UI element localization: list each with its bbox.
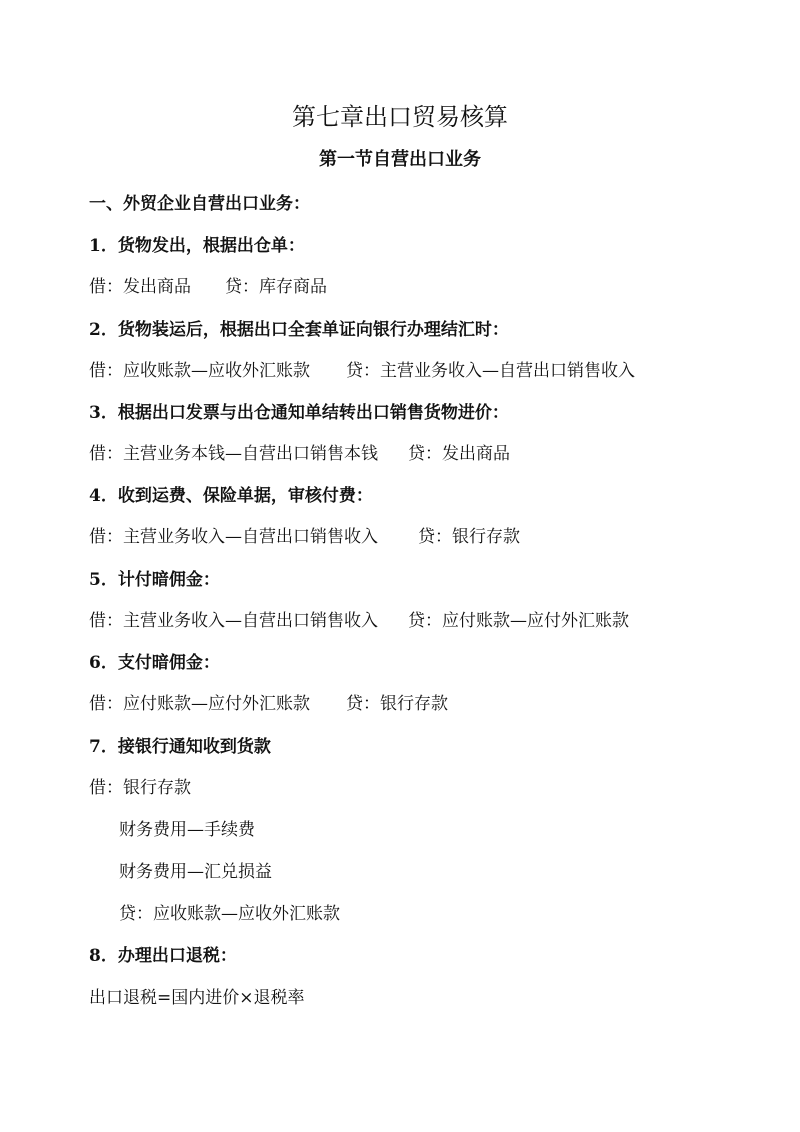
step-heading-7: 7．接银行通知收到货款 [89, 737, 271, 757]
journal-entry-5 [89, 608, 629, 634]
debit-entry: 借：主营业务收入—自营出口销售收入 [89, 611, 378, 631]
journal-entry-6 [89, 691, 448, 717]
journal-entry-2 [89, 358, 635, 384]
section-subtitle: 第一节自营出口业务 [319, 149, 481, 170]
step-heading-2: 2．货物装运后，根据出口全套单证向银行办理结汇时： [89, 320, 509, 340]
credit-entry: 贷：库存商品 [225, 277, 327, 297]
credit-entry: 贷：主营业务收入—自营出口销售收入 [346, 361, 635, 381]
debit-entry: 借：主营业务收入—自营出口销售收入 [89, 527, 378, 547]
debit-entry-extra-2: 财务费用—汇兑损益 [119, 862, 272, 882]
credit-entry: 贷：银行存款 [346, 694, 448, 714]
step-heading-8: 8．办理出口退税： [89, 946, 237, 966]
journal-entry-4 [89, 524, 520, 550]
credit-entry: 贷：发出商品 [408, 444, 510, 464]
debit-entry: 借：主营业务本钱—自营出口销售本钱 [89, 444, 378, 464]
debit-entry: 借：应付账款—应付外汇账款 [89, 694, 310, 714]
debit-entry: 借：发出商品 [89, 277, 191, 297]
debit-entry-extra-1: 财务费用—手续费 [119, 820, 255, 840]
formula-line: 出口退税=国内进价×退税率 [89, 988, 305, 1008]
credit-entry: 贷：银行存款 [418, 527, 520, 547]
journal-entry-1 [89, 274, 327, 300]
page-title: 第七章出口贸易核算 [292, 103, 508, 131]
step-heading-4: 4．收到运费、保险单据，审核付费： [89, 486, 373, 506]
debit-entry: 借：应收账款—应收外汇账款 [89, 361, 310, 381]
credit-entry: 贷：应付账款—应付外汇账款 [408, 611, 629, 631]
step-heading-3: 3．根据出口发票与出仓通知单结转出口销售货物进价： [89, 403, 509, 423]
journal-entry-3 [89, 441, 510, 467]
credit-entry: 贷：应收账款—应收外汇账款 [119, 904, 340, 924]
debit-entry: 借：银行存款 [89, 778, 191, 798]
section-heading: 一、外贸企业自营出口业务： [89, 194, 310, 214]
step-heading-5: 5．计付暗佣金： [89, 570, 220, 590]
step-heading-6: 6．支付暗佣金： [89, 653, 220, 673]
step-heading-1: 1．货物发出，根据出仓单： [89, 236, 305, 256]
